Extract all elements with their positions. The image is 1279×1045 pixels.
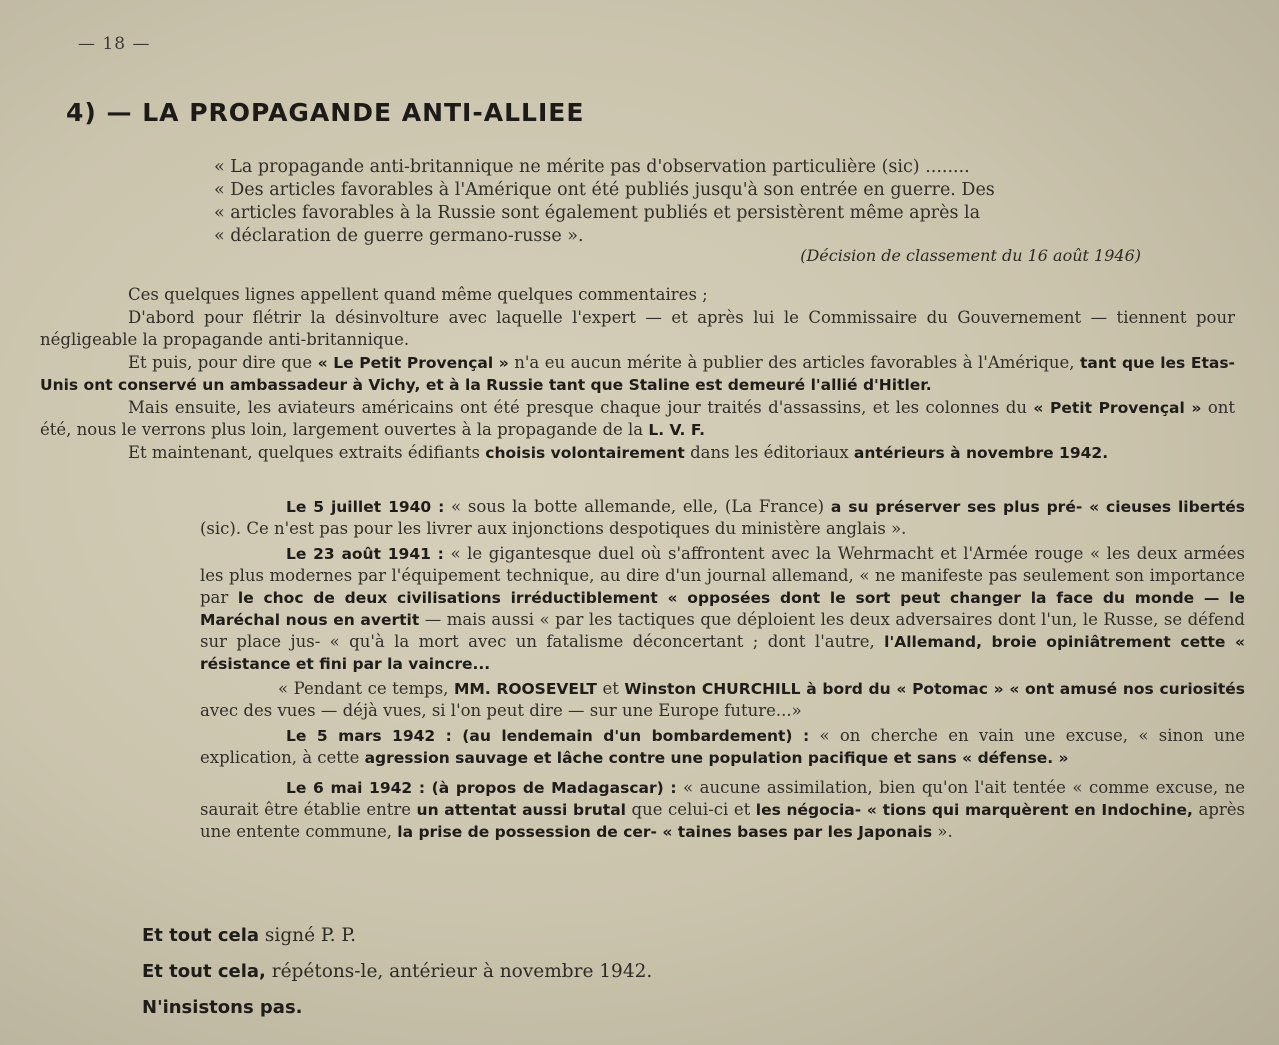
- closing-line: [142, 918, 652, 954]
- text: Mais ensuite, les aviateurs américains ont été presque chaque jour traités d'assassins, et les colonnes du: [128, 398, 1034, 417]
- text: dans les éditoriaux: [684, 443, 854, 462]
- bold-text: l'Allemand, broie opiniâtrement cette « résistance et fini par la vaincre...: [200, 633, 1246, 673]
- paragraph: [40, 397, 1235, 441]
- bold-text: la prise de possession de cer- « taines bases par les Japonais: [397, 823, 933, 841]
- bold-text: tant que les Etas-Unis ont conservé un ambassadeur à Vichy, et à la Russie tant que Staline est demeuré l'allié d'Hitler.: [40, 354, 1235, 394]
- quote-line: « déclaration de guerre germano-russe ».: [214, 226, 584, 246]
- bold-text: choisis volontairement: [485, 444, 685, 462]
- excerpt: [200, 678, 1245, 722]
- quoted-decision: [214, 156, 1224, 248]
- bold-text: Et tout cela,: [142, 961, 266, 982]
- bold-text: a su préserver ses plus pré- « cieuses libertés: [830, 498, 1245, 516]
- newspaper-name: « Le Petit Provençal »: [317, 354, 509, 372]
- text: que celui-ci et: [626, 800, 756, 819]
- paragraph: Ces quelques lignes appellent quand même quelques commentaires ;: [128, 285, 708, 304]
- quote-line: « La propagande anti-britannique ne mérite pas d'observation particulière (sic) ........: [214, 157, 970, 177]
- text: « sous la botte allemande, elle, (La France): [444, 497, 831, 516]
- text: signé P. P.: [259, 925, 356, 946]
- bold-text: un attentat aussi brutal: [416, 801, 626, 819]
- excerpt: [200, 725, 1245, 769]
- text: Et puis, pour dire que: [128, 353, 318, 372]
- page-number: — 18 —: [78, 34, 151, 54]
- closing-line: [142, 990, 652, 1026]
- bold-text: N'insistons pas.: [142, 997, 303, 1018]
- excerpt-date: Le 6 mai 1942 : (à propos de Madagascar) :: [286, 779, 677, 797]
- bold-text: Et tout cela: [142, 925, 260, 946]
- closing-remarks: [142, 918, 652, 1026]
- section-heading: 4) — LA PROPAGANDE ANTI-ALLIEE: [66, 98, 585, 127]
- text: ».: [932, 822, 953, 841]
- newspaper-name: « Petit Provençal »: [1033, 399, 1202, 417]
- text: répétons-le, antérieur à novembre 1942.: [265, 961, 653, 982]
- text: — mais aussi « par les tactiques que déploient les deux adversaires dont l'un, le Russe, se défend sur place jus- « qu'à la mort avec un fatalisme déconcertant ; dont l'autre,: [200, 610, 1245, 651]
- excerpt: [200, 777, 1245, 843]
- paragraph: [40, 442, 1235, 464]
- quote-source: (Décision de classement du 16 août 1946): [800, 246, 1141, 265]
- quote-line: « Des articles favorables à l'Amérique ont été publiés jusqu'à son entrée en guerre. Des: [214, 180, 995, 200]
- editorial-excerpts: [200, 496, 1245, 846]
- text: (sic). Ce n'est pas pour les livrer aux injonctions despotiques du ministère anglais ».: [200, 519, 907, 538]
- text: après une entente commune,: [200, 800, 1246, 841]
- bold-text: les négocia- « tions qui marquèrent en Indochine,: [755, 801, 1193, 819]
- text: Et maintenant, quelques extraits édifiants: [128, 443, 486, 462]
- paragraph: [40, 352, 1235, 396]
- bold-text: le choc de deux civilisations irréductiblement « opposées dont le sort peut changer la face du monde — le Maréchal nous en avertit: [200, 589, 1245, 629]
- excerpt-date: Le 5 mars 1942 : (au lendemain d'un bombardement) :: [286, 727, 810, 745]
- bold-text: antérieurs à novembre 1942.: [853, 444, 1109, 462]
- excerpt-date: Le 5 juillet 1940 :: [286, 498, 445, 516]
- bold-text: L. V. F.: [648, 421, 706, 439]
- paragraph: D'abord pour flétrir la désinvolture avec laquelle l'expert — et après lui le Commissaire du Gouvernement — tiennent pour négligeable la propagande anti-britannique.: [40, 308, 1235, 349]
- closing-line: [142, 954, 652, 990]
- quote-line: « articles favorables à la Russie sont également publiés et persistèrent même après la: [214, 203, 981, 223]
- bold-text: MM. ROOSEVELT: [453, 680, 597, 698]
- text: ont été, nous le verrons plus loin, largement ouvertes à la propagande de la: [40, 398, 1236, 439]
- bold-text: Winston CHURCHILL à bord du « Potomac » « ont amusé nos curiosités: [624, 680, 1245, 698]
- commentary: [40, 284, 1235, 465]
- excerpt-date: Le 23 août 1941 :: [286, 545, 444, 563]
- text: « Pendant ce temps,: [278, 679, 454, 698]
- text: « le gigantesque duel où s'affrontent avec la Wehrmacht et l'Armée rouge « les deux armées les plus modernes par l'équipement technique, au dire d'un journal allemand, « ne manifeste pas seulement son importance par: [200, 544, 1245, 607]
- text: « aucune assimilation, bien qu'on l'ait tentée « comme excuse, ne saurait être établie entre: [200, 778, 1245, 819]
- excerpt: [200, 543, 1245, 675]
- text: « on cherche en vain une excuse, « sinon une explication, à cette: [200, 726, 1245, 767]
- text: avec des vues — déjà vues, si l'on peut dire — sur une Europe future...»: [200, 701, 802, 720]
- text: n'a eu aucun mérite à publier des articles favorables à l'Amérique,: [508, 353, 1081, 372]
- text: et: [596, 679, 625, 698]
- bold-text: agression sauvage et lâche contre une population pacifique et sans « défense. »: [364, 749, 1069, 767]
- excerpt: [200, 496, 1245, 540]
